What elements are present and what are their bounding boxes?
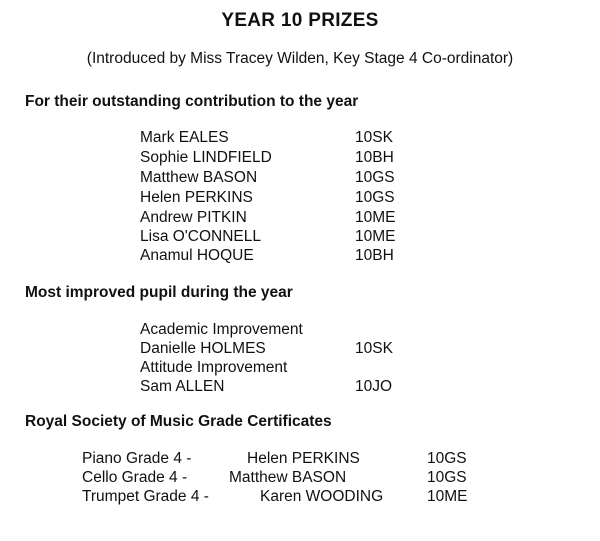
pupil-form: 10GS: [355, 189, 395, 206]
pupil-form: 10BH: [355, 149, 394, 166]
pupil-name: Matthew BASON: [229, 469, 347, 486]
pupil-form: 10GS: [427, 469, 467, 486]
pupil-name: Lisa O'CONNELL: [140, 228, 261, 245]
pupil-name: Sophie LINDFIELD: [140, 149, 272, 166]
section-heading-music-certificates: Royal Society of Music Grade Certificates: [25, 413, 332, 430]
music-grade: Piano Grade 4 -: [82, 450, 192, 467]
pupil-name: Andrew PITKIN: [140, 209, 247, 226]
music-grade: Trumpet Grade 4 -: [82, 488, 209, 505]
pupil-name: Mark EALES: [140, 129, 229, 146]
pupil-name: Anamul HOQUE: [140, 247, 254, 264]
section-heading-outstanding: For their outstanding contribution to the year: [25, 93, 359, 110]
award-category: Academic Improvement: [140, 321, 303, 338]
music-grade: Cello Grade 4 -: [82, 469, 188, 486]
pupil-name: Matthew BASON: [140, 169, 258, 186]
pupil-form: 10JO: [355, 378, 393, 395]
pupil-form: 10ME: [427, 488, 468, 505]
pupil-name: Sam ALLEN: [140, 378, 225, 395]
pupil-name: Danielle HOLMES: [140, 340, 266, 357]
pupil-form: 10SK: [355, 340, 393, 357]
pupil-name: Karen WOODING: [260, 488, 384, 505]
pupil-name: Helen PERKINS: [140, 189, 253, 206]
pupil-name: Helen PERKINS: [247, 450, 360, 467]
page-subtitle: (Introduced by Miss Tracey Wilden, Key Stage 4 Co-ordinator): [86, 50, 514, 67]
pupil-form: 10BH: [355, 247, 394, 264]
page-title: YEAR 10 PRIZES: [221, 10, 379, 31]
pupil-form: 10ME: [355, 209, 396, 226]
pupil-form: 10ME: [355, 228, 396, 245]
pupil-form: 10GS: [355, 169, 395, 186]
award-category: Attitude Improvement: [140, 359, 288, 376]
section-heading-most-improved: Most improved pupil during the year: [25, 284, 293, 301]
pupil-form: 10GS: [427, 450, 467, 467]
pupil-form: 10SK: [355, 129, 393, 146]
